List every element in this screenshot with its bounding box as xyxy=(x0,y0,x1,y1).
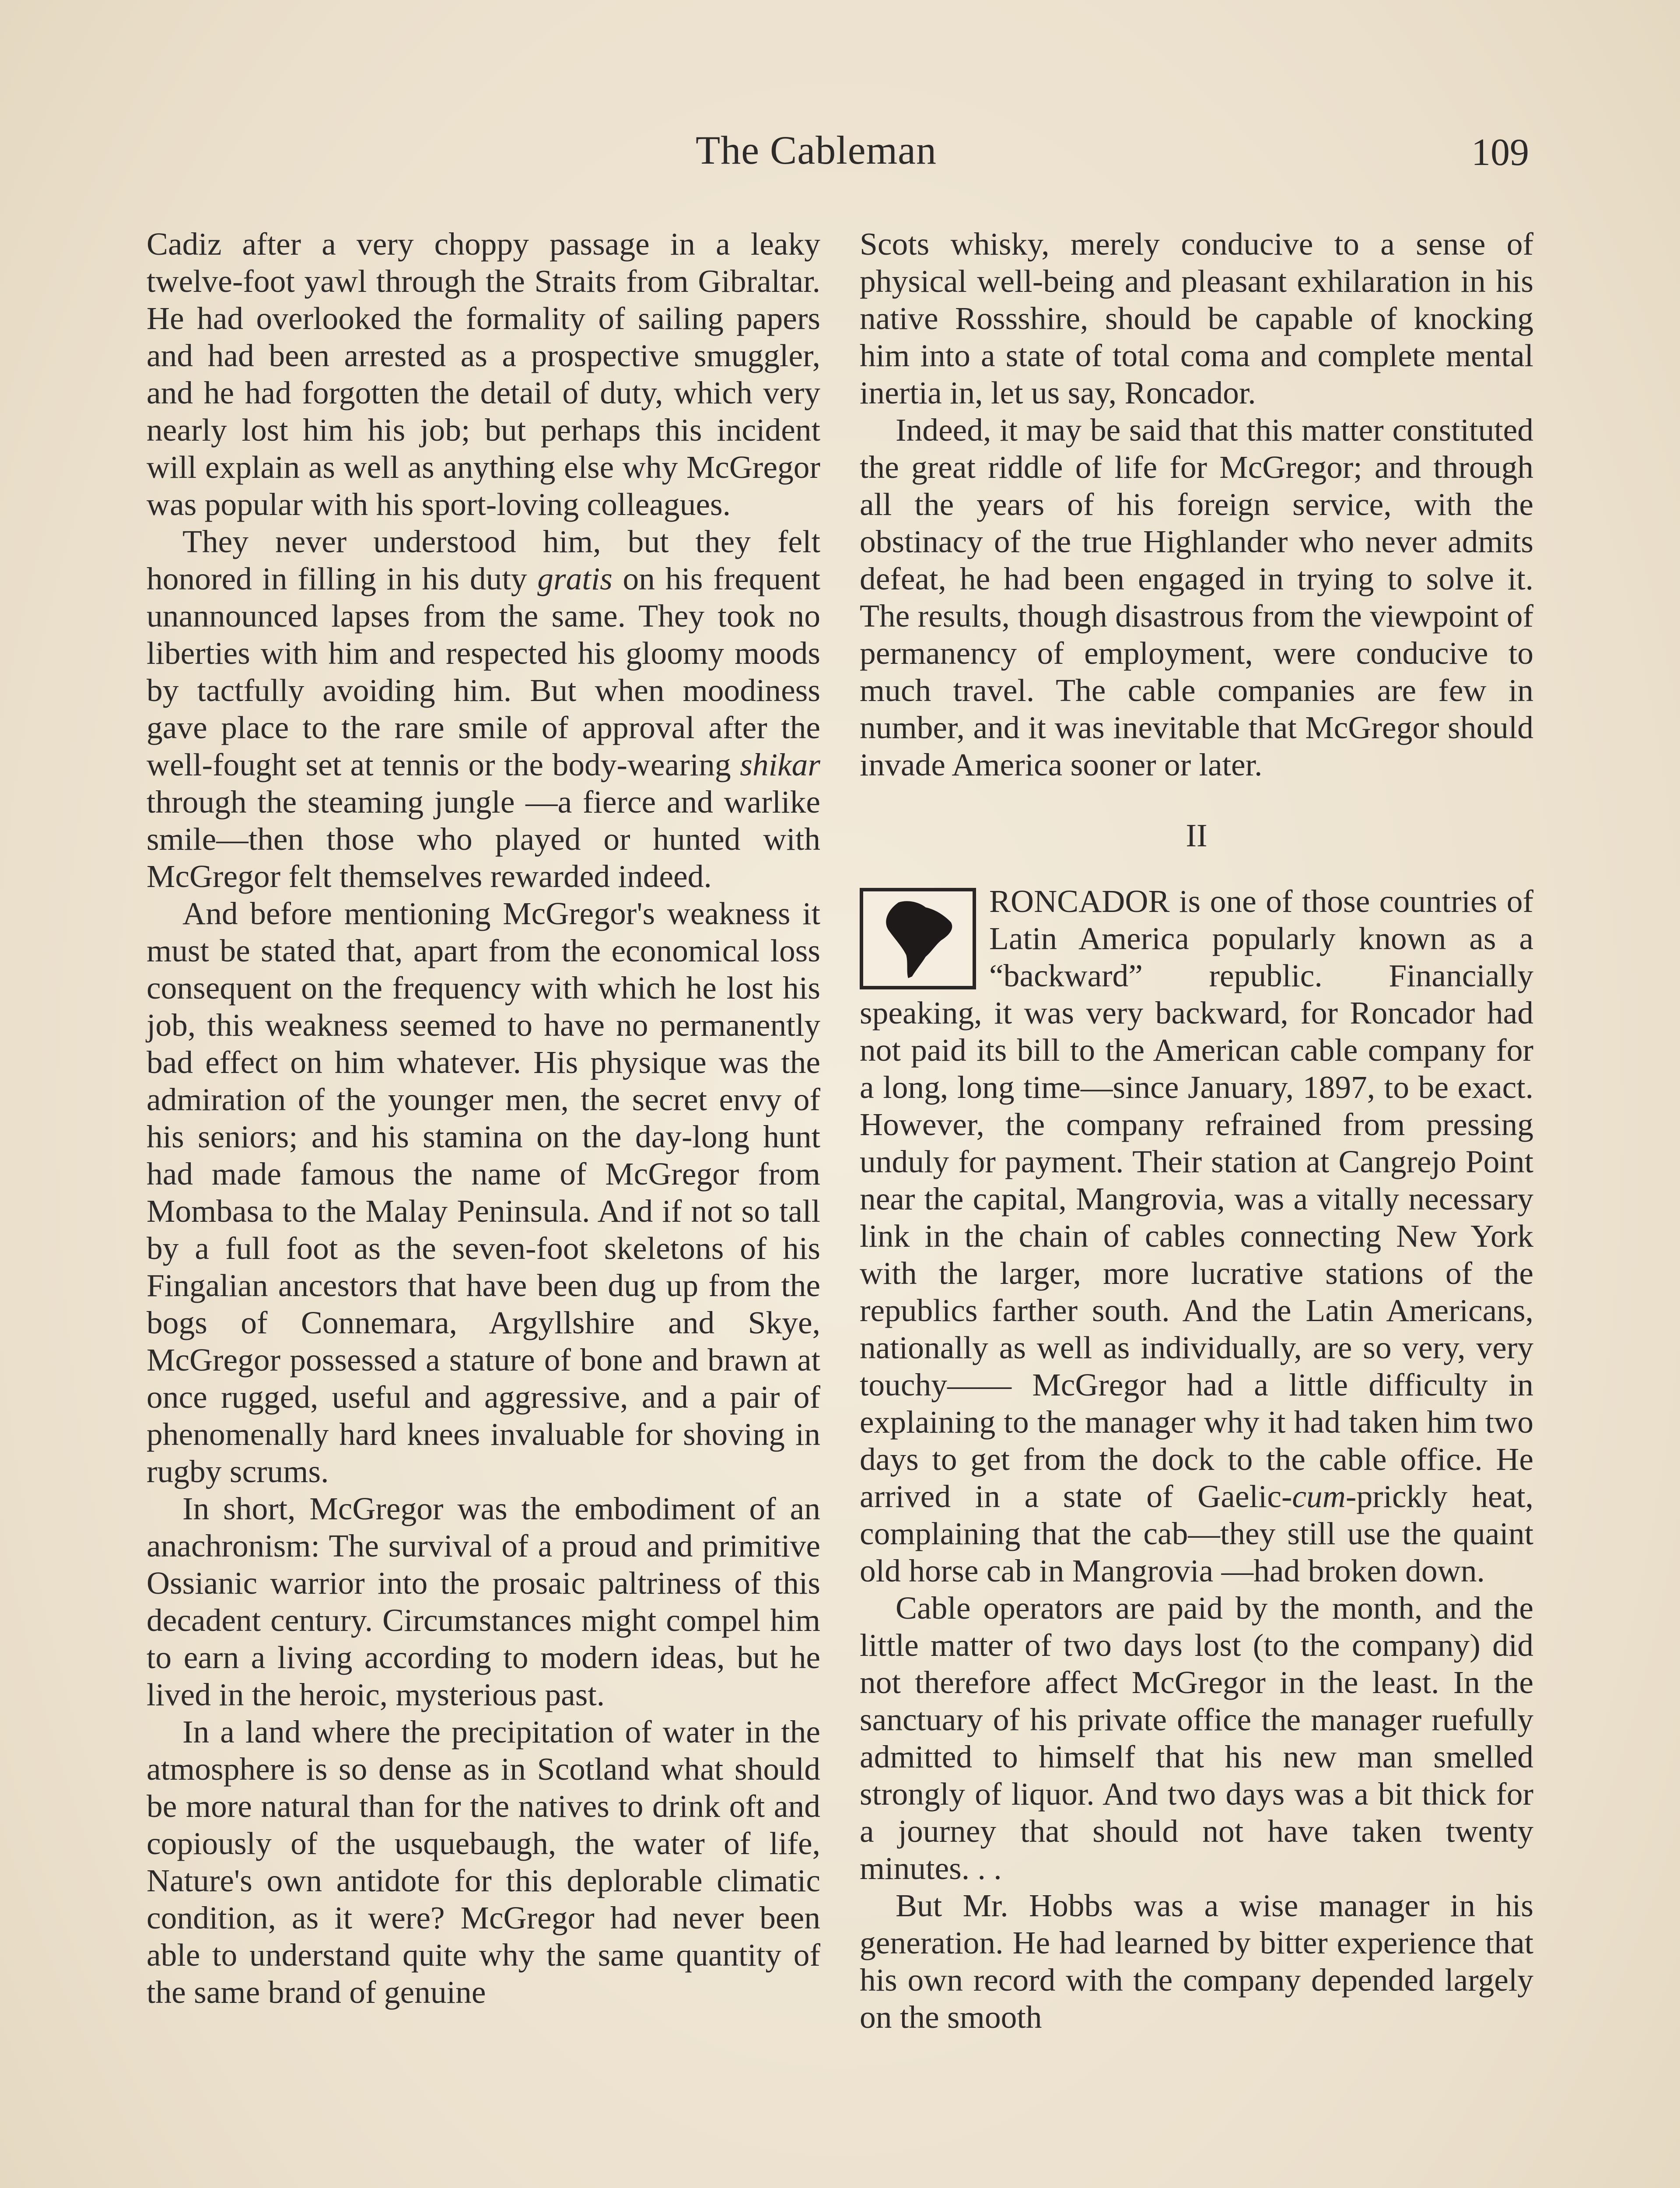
paragraph: Cable operators are paid by the month, and the little matter of two days lost (to the company) did not therefore affect McGregor in the least. In the sanctuary of his private office the manager ruefully admitted to himself that his new man smelled strongly of liquor. And two days was a bit thick for a journey that should not have taken twenty minutes. . . xyxy=(860,1590,1533,1886)
paragraph: In a land where the precipitation of water in the atmosphere is so dense as in Scotland what should be more natural than for the natives to drink oft and copiously of the usquebaugh, the water of life, Nature's own antidote for this deplorable climatic condition, as it were? McGregor had never been able to understand quite why the same quantity of the same brand of genuine xyxy=(147,1714,820,2010)
paragraph-text: -prickly heat, complaining that the cab—they still use the quaint old horse cab in Mangrovia —had broken down. xyxy=(860,1479,1533,1588)
italic-word: shikar xyxy=(740,747,820,782)
paragraph: And before mentioning McGregor's weakness it must be stated that, apart from the economical loss consequent on the frequency with which he lost his job, this weakness seemed to have no permanently bad effect on him whatever. His physique was the admiration of the younger men, the secret envy of his seniors; and his stamina on the day-long hunt had made famous the name of McGregor from Mombasa to the Malay Peninsula. And if not so tall by a full foot as the seven-foot skeletons of his Fingalian ancestors that have been dug up from the bogs of Connemara, Argyllshire and Skye, McGregor possessed a stature of bone and brawn at once rugged, useful and aggressive, and a pair of phenomenally hard knees invaluable for shoving in rugby scrums. xyxy=(147,896,820,1489)
italic-word: cum xyxy=(1292,1479,1346,1514)
paragraph-text: through the steaming jungle —a fierce and warlike smile—then those who played or hunted with McGregor felt themselves rewarded indeed. xyxy=(147,784,820,894)
right-column xyxy=(860,225,1533,2036)
paragraph: Scots whisky, merely conducive to a sense of physical well-being and pleasant exhilaration in his native Rossshire, should be capable of knocking him into a state of total coma and complete mental inertia in, let us say, Roncador. xyxy=(860,226,1533,410)
left-column xyxy=(147,225,820,2011)
paragraph xyxy=(860,883,1533,1589)
paragraph-text: They never understood him, but they felt honored in filling in his duty xyxy=(147,524,820,596)
paragraph-text: RONCADOR is one of those countries of Latin America popularly known as a “backward” republic. Financially speaking, it was very backward, for Roncador had not paid its bill to the American cable company for a long, long time—since January, 1897, to be exact. However, the company refrained from pressing unduly for payment. Their station at Cangrejo Point near the capital, Mangrovia, was a vitally necessary link in the chain of cables connecting New York with the larger, more lucrative stations of the republics farther south. And the Latin Americans, nationally as well as individually, are so very, very touchy—— McGregor had a little difficulty in explaining to the manager why it had taken him two days to get from the dock to the cable office. He arrived in a state of Gaelic- xyxy=(860,884,1533,1514)
paragraph-text: on his frequent unannounced lapses from the same. They took no liberties with him and respected his gloomy moods by tactfully avoiding him. But when moodiness gave place to the rare smile of approval after the well-fought set at tennis or the body-wearing xyxy=(147,561,820,782)
section-number: II xyxy=(1186,818,1208,854)
running-title: The Cableman xyxy=(696,128,937,172)
page-number: 109 xyxy=(1471,131,1529,174)
paragraph xyxy=(147,523,820,895)
paragraph: In short, McGregor was the embodiment of an anachronism: The survival of a proud and primitive Ossianic warrior into the prosaic paltriness of this decadent century. Circumstances might compel him to earn a living according to modern ideas, but he lived in the heroic, mysterious past. xyxy=(147,1491,820,1712)
south-america-map-icon xyxy=(860,888,976,989)
italic-word: gratis xyxy=(537,561,612,596)
paragraph: Indeed, it may be said that this matter constituted the great riddle of life for McGregor; and through all the years of his foreign service, with the obstinacy of the true Highlander who never admits defeat, he had been engaged in trying to solve it. The results, though disastrous from the viewpoint of permanency of employment, were conducive to much travel. The cable companies are few in number, and it was inevitable that McGregor should invade America sooner or later. xyxy=(860,412,1533,782)
paragraph: Cadiz after a very choppy passage in a leaky twelve-foot yawl through the Straits from Gibraltar. He had overlooked the formality of sailing papers and had been arrested as a prospective smuggler, and he had forgotten the detail of duty, which very nearly lost him his job; but perhaps this incident will explain as well as anything else why McGregor was popular with his sport-loving colleagues. xyxy=(147,226,820,522)
paragraph: But Mr. Hobbs was a wise manager in his generation. He had learned by bitter experience that his own record with the company depended largely on the smooth xyxy=(860,1888,1533,2035)
